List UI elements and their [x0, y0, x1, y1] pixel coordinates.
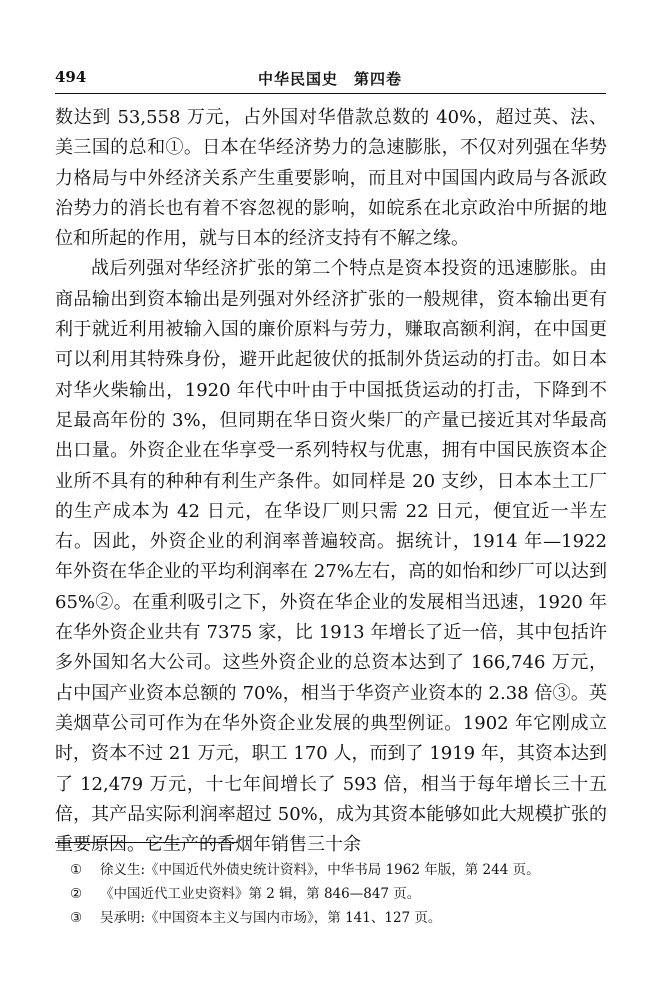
- paragraph-capital-investment: 战后列强对华经济扩张的第二个特点是资本投资的迅速膨胀。由商品输出到资本输出是列强对外经济扩张的一般规律，资本输出更有利于就近利用被输入国的廉价原料与劳力，赚取高额利润，在中国更可以利用其特殊身份，避开此起彼伏的抵制外货运动的打击。如日本对华火柴输出，1920 年代中叶由于中国抵货运动的打击，下降到不足最高年份的 3%，但同期在华日资火柴厂的产量已接近其对华最高出口量。外资企业在华享受一系列特权与优惠，拥有中国民族资本企业所不具有的种种有利生产条件。如同样是 20 支纱，日本本土工厂的生产成本为 42 日元，在华设厂则只需 22 日元，便宜近一半左右。因此，外资企业的利润率普遍较高。据统计，1914 年—1922 年外资在华企业的平均利润率在 27%左右，高的如怡和纱厂可以达到 65%②。在重利吸引之下，外资在华企业的发展相当迅速，1920 年在华外资企业共有 7375 家，比 1913 年增长了近一倍，其中包括许多外国知名大公司。这些外资企业的总资本达到了 166,746 万元，占中国产业资本总额的 70%，相当于华资产业资本的 2.38 倍③。英美烟草公司可作为在华外资企业发展的典型例证。1902 年它刚成立时，资本不过 21 万元，职工 170 人，而到了 1919 年，其资本达到了 12,479 万元，十七年间增长了 593 倍，相当于每年增长三十五倍，其产品实际利润率超过 50%，成为其资本能够如此大规模扩张的重要原因。它生产的香烟年销售三十余: [55, 258, 607, 856]
- footnote-rule: [55, 842, 238, 843]
- footnotes: [70, 858, 610, 930]
- running-title: 中华民国史 第四卷: [257, 70, 402, 88]
- page-number: 494: [55, 68, 87, 86]
- footnote-text: 徐义生:《中国近代外债史统计资料》，中华书局 1962 年版，第 244 页。: [100, 862, 540, 878]
- footnote-marker: ①: [70, 862, 83, 878]
- footnote-text: 《中国近代工业史资料》第 2 辑，第 846—847 页。: [100, 886, 421, 902]
- header-rule: [55, 93, 606, 94]
- footnote-text: 吴承明:《中国资本主义与国内市场》，第 141、127 页。: [100, 910, 442, 926]
- footnote-marker: ③: [70, 910, 83, 926]
- paragraph-continued: 数达到 53,558 万元，占外国对华借款总数的 40%，超过英、法、美三国的总和①。日本在华经济势力的急速膨胀，不仅对列强在华势力格局与中外经济关系产生重要影响，而且对中国国内政局与各派政治势力的消长也有着不容忽视的影响，如皖系在北京政治中所据的地位和所起的作用，就与日本的经济支持有不解之缘。: [55, 107, 607, 250]
- footnote-2: [70, 882, 610, 906]
- footnote-3: [70, 906, 610, 930]
- running-header: [55, 68, 605, 92]
- body-text: [55, 103, 607, 860]
- footnote-marker: ②: [70, 886, 83, 902]
- footnote-1: [70, 858, 610, 882]
